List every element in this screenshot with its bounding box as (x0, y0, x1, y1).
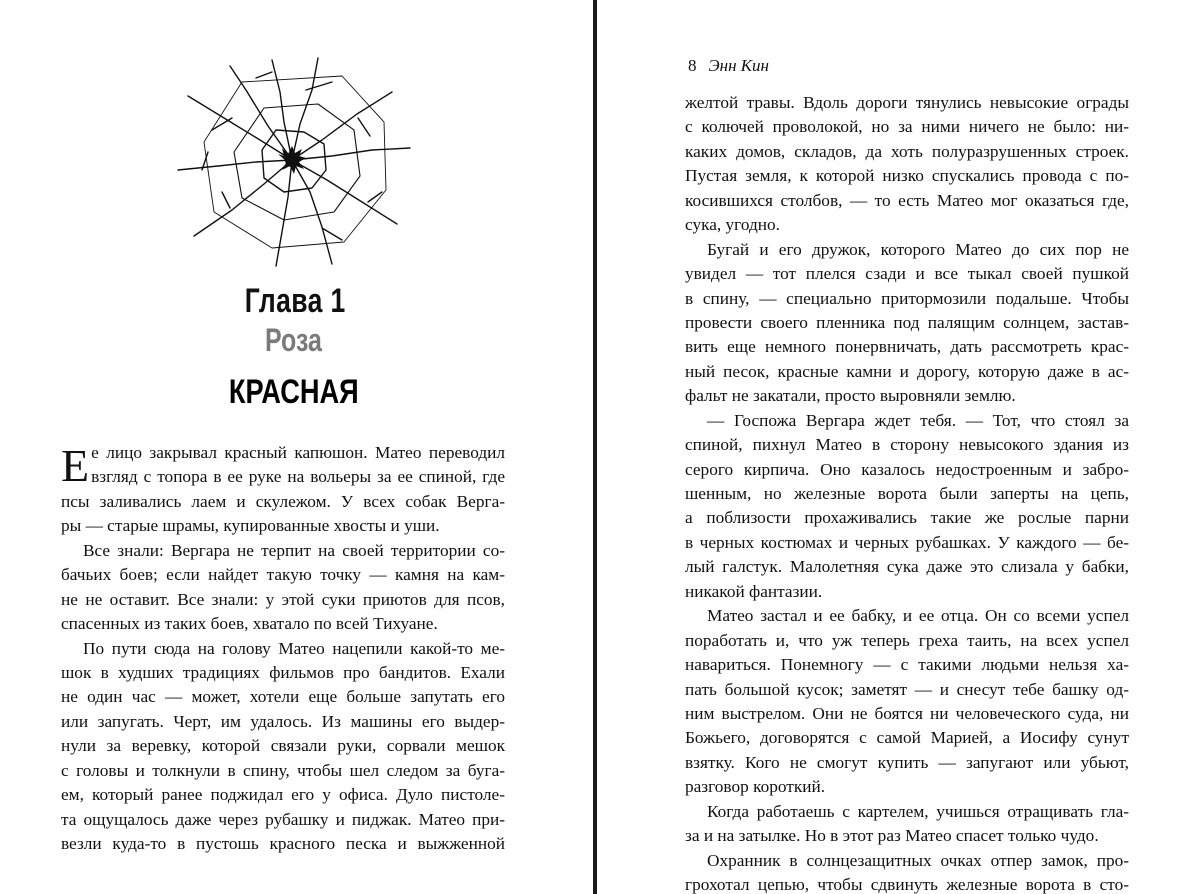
text-line: Пустая земля, к которой низко спускались провода с по- (685, 166, 1129, 186)
text-line: взятку. Кого не смогут купить — запугают или убьют, (685, 752, 1129, 772)
text-line: провести своего пленника под палящим солнцем, застав- (685, 312, 1129, 332)
text-line: разговор короткий. (685, 777, 826, 797)
text-line: увидел — тот плелся сзади и все тыкал своей пушкой (685, 264, 1129, 284)
text-line: Охранник в солнцезащитных очках отпер замок, про- (707, 850, 1129, 870)
text-line: не не оставит. Все знали: у этой суки приютов для псов, (61, 589, 505, 609)
text-line: Когда работаешь с картелем, учишься отращивать гла- (707, 801, 1129, 821)
text-line: взгляд с топора в ее руке на вольеры за ее спиной, где (91, 467, 505, 487)
text-line: Божьего, договорятся с самой Марией, а Иосифу сунут (685, 728, 1129, 748)
text-line: Матео застал и ее бабку, и ее отца. Он со всеми успел (707, 606, 1129, 626)
left-body-text (61, 441, 505, 856)
text-line: ним выстрелом. Они не боятся ни человеческого суда, ни (685, 703, 1129, 723)
right-body-text (685, 91, 1129, 894)
text-line: или запугать. Черт, им удалось. Из машины его выдер- (61, 711, 505, 731)
text-line: навариться. Понемногу — с такими людьми нельзя ха- (685, 655, 1129, 675)
text-line: Все знали: Вергара не терпит на своей территории со- (83, 540, 505, 560)
text-line: поработать и, что уж теперь греха таить, на всех успел (685, 630, 1129, 650)
text-line: е лицо закрывал красный капюшон. Матео переводил (91, 443, 505, 462)
text-line: серого кирпича. Оно казалось недостроенным и забро- (685, 459, 1129, 479)
chapter-subtitle: Роза (265, 322, 322, 358)
text-line: лый галстук. Малолетняя сука даже это слизала у бабки, (685, 557, 1129, 577)
text-line: та ощущалось даже через рубашку и пиджак. Матео при- (61, 809, 505, 829)
text-line: с головы и толкнули в спину, чтобы шел следом за буга- (61, 760, 505, 780)
text-line: желтой травы. Вдоль дороги тянулись невысокие ограды (685, 93, 1129, 112)
text-line: шок в худших традициях фильмов про бандитов. Ехали (61, 662, 505, 682)
text-line: спиной, пихнул Матео в сторону невысокого здания из (685, 435, 1129, 455)
drop-cap: Е (61, 440, 90, 491)
text-line: каких домов, складов, да хоть полуразрушенных строек. (685, 141, 1129, 161)
text-line: косившихся столбов, — то есть Матео мог оказаться где, (685, 190, 1129, 210)
chapter-title: КРАСНАЯ (228, 373, 359, 411)
text-line: шенным, но железные ворота были заперты на цепь, (685, 484, 1129, 503)
text-line: По пути сюда на голову Матео нацепили какой-то ме- (83, 638, 505, 658)
shattered-glass-illustration (172, 52, 417, 270)
text-line: — Госпожа Вергара ждет тебя. — Тот, что стоял за (707, 410, 1129, 430)
text-line: Бугай и его дружок, которого Матео до сих пор не (707, 239, 1129, 259)
text-line: грохотал цепью, чтобы сдвинуть железные ворота в сто- (685, 875, 1129, 894)
text-line: сука, угодно. (685, 215, 780, 235)
text-line: в спину, — специально притормозили подальше. Чтобы (685, 288, 1129, 308)
text-line: вить еще немного понервничать, дать рассмотреть крас- (685, 337, 1129, 357)
text-line: не один час — может, хотели еще больше запутать его (61, 687, 505, 707)
text-line: с колючей проволокой, но за ними ничего не было: ни- (685, 117, 1129, 137)
text-line: ры — старые шрамы, купированные хвосты и уши. (61, 516, 440, 536)
text-line: никакой фантазии. (685, 581, 823, 601)
running-header (688, 56, 769, 76)
text-line: ем, который ранее поджидал его у офиса. Дуло пистоле- (61, 785, 505, 805)
text-line: за и на затылке. Но в этот раз Матео спасет только чудо. (685, 826, 1099, 846)
text-line: спасенных из таких боев, хватало по всей Тихуане. (61, 614, 438, 634)
text-line: нули за веревку, которой связали руки, сорвали мешок (61, 736, 505, 756)
text-line: везли куда-то в пустошь красного песка и выжженной (61, 834, 505, 853)
book-spine-divider (593, 0, 597, 894)
text-line: а поблизости прохаживались такие же рослые парни (685, 508, 1129, 528)
text-line: бачьих боев; если найдет такую точку — камня на кам- (61, 565, 505, 585)
page-number: 8 (688, 56, 697, 75)
text-line: псы заливались лаем и скулежом. У всех собак Верга- (61, 491, 505, 511)
chapter-number: Глава 1 (244, 282, 346, 320)
text-line: пать большой кусок; заметят — и снесут тебе башку од- (685, 679, 1129, 699)
text-line: ный песок, красные камни и дорогу, которую даже в ас- (685, 361, 1129, 381)
text-line: в черных костюмах и черных рубашках. У каждого — бе- (685, 532, 1129, 552)
text-line: фальт не закатали, просто выровняли землю. (685, 386, 1016, 406)
author-name: Энн Кин (708, 56, 769, 75)
